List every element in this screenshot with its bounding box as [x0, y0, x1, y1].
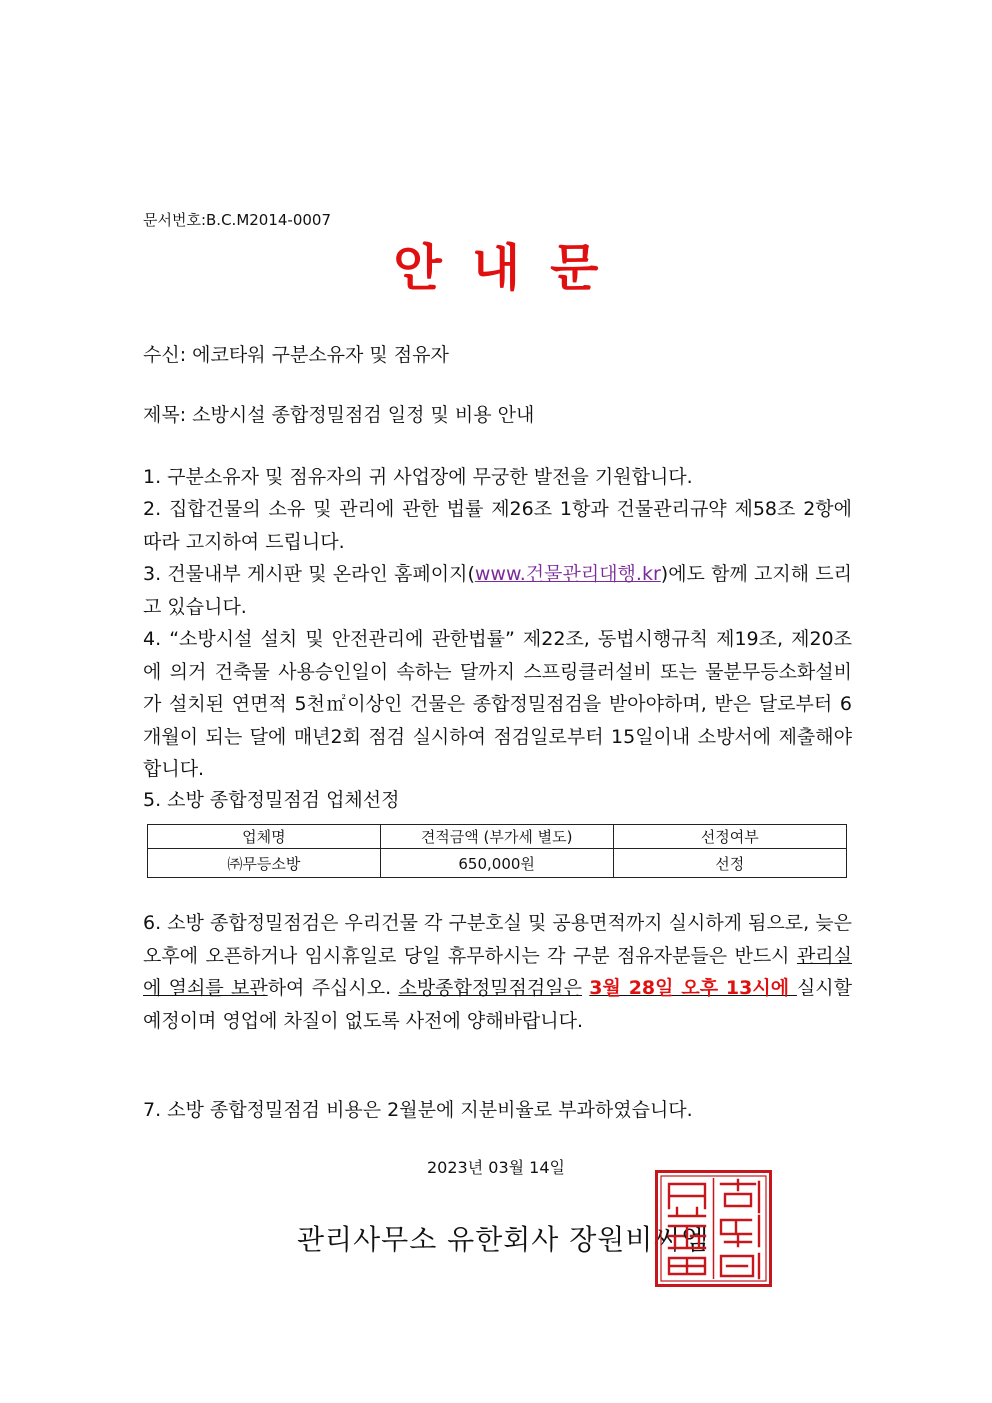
header-selection: 선정여부: [613, 825, 846, 849]
issue-date: 2023년 03월 14일: [427, 1158, 565, 1177]
cell-quote-amount: 650,000원: [380, 849, 613, 878]
recipient-line: 수신: 에코타워 구분소유자 및 점유자: [143, 344, 449, 366]
document-title: 안내문: [393, 239, 629, 297]
company-seal-icon: [655, 1170, 772, 1287]
issuer-name: 관리사무소 유한회사 장원비씨엠: [297, 1223, 710, 1256]
table-row: [148, 849, 847, 878]
item-3: [143, 558, 852, 623]
item-1: 1. 구분소유자 및 점유자의 귀 사업장에 무궁한 발전을 기원합니다.: [143, 466, 693, 488]
item-3-text-start: 3. 건물내부 게시판 및 온라인 홈페이지(: [143, 563, 475, 585]
item-7: 7. 소방 종합정밀점검 비용은 2월분에 지분비율로 부과하였습니다.: [143, 1099, 693, 1121]
inspection-date-label: 소방종합정밀점검일은: [398, 977, 582, 999]
item-6-text-c: 실시할 예정이며 영업에 차질이 없도록 사전에 양해바랍니다.: [143, 977, 853, 1032]
header-vendor-name: 업체명: [148, 825, 381, 849]
item-4: 4. “소방시설 설치 및 안전관리에 관한법률” 제22조, 동법시행규칙 제19조, 제20조에 의거 건축물 사용승인일이 속하는 달까지 스프링클러설비 또는 물분무등소화설비가 설치된 연면적 5천㎡이상인 건물은 종합정밀점검을 받아야하며, 받은 달로부터 6개월이 되는 달에 매년2회 점검 실시하여 점검일로부터 15일이내 소방서에 제출해야 합니다.: [143, 628, 852, 780]
item-6: [143, 907, 852, 1037]
vendor-table: [147, 824, 847, 878]
key-storage-notice: 관리실에 열쇠를 보관: [143, 944, 852, 999]
item-3-text-end: )에도 함께 고지해 드리고 있습니다.: [143, 563, 852, 618]
inspection-date-time: 3월 28일 오후 13시에: [589, 977, 797, 999]
homepage-link[interactable]: www.건물관리대행.kr: [474, 563, 661, 585]
item-5: 5. 소방 종합정밀점검 업체선정: [143, 789, 400, 811]
item-2: 2. 집합건물의 소유 및 관리에 관한 법률 제26조 1항과 건물관리규약 제58조 2항에 따라 고지하여 드립니다.: [143, 498, 852, 553]
subject-line: 제목: 소방시설 종합정밀점검 일정 및 비용 안내: [143, 404, 535, 426]
table-header-row: [148, 825, 847, 849]
cell-selection: 선정: [613, 849, 846, 878]
document-number: 문서번호:B.C.M2014-0007: [143, 211, 332, 229]
header-quote-amount: 견적금액 (부가세 별도): [380, 825, 613, 849]
cell-vendor-name: ㈜무등소방: [148, 849, 381, 878]
item-6-text-a: 6. 소방 종합정밀점검은 우리건물 각 구분호실 및 공용면적까지 실시하게 됨으로, 늦은 오후에 오픈하거나 임시휴일로 당일 휴무하시는 각 구분 점유자분들은 반드시: [143, 912, 852, 967]
item-6-text-b: 하여 주십시오.: [267, 977, 399, 999]
